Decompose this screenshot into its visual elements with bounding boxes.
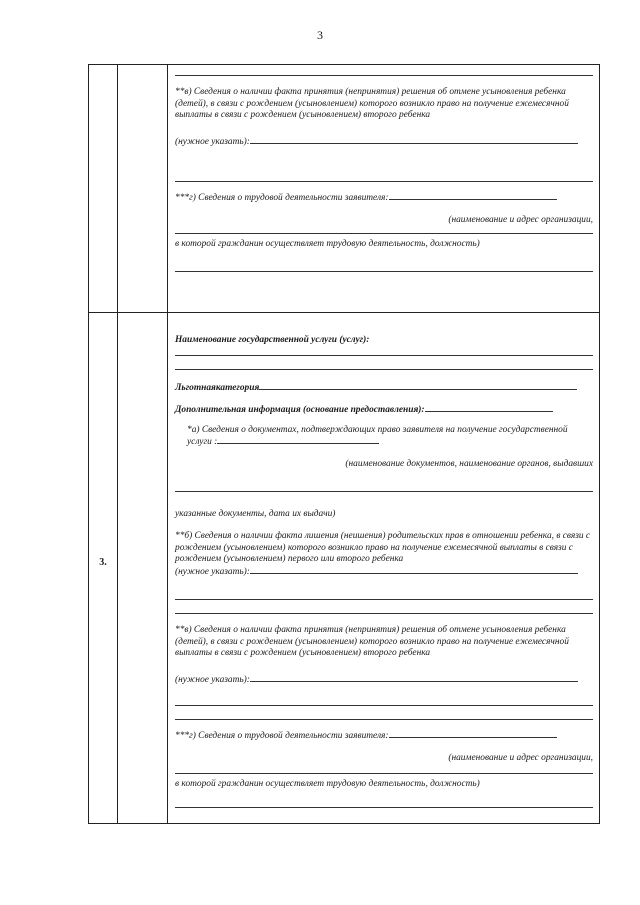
field-b-specify: (нужное указать): [175, 567, 593, 579]
field-g-hint2: в которой гражданин осуществляет трудовую деятельность, должность) [175, 239, 480, 249]
table-row-continuation [88, 64, 600, 312]
fill-line[interactable] [217, 443, 379, 444]
field-v-label-3: **в) Сведения о наличии факта принятия (непринятия) решения об отмене усыновления ребенка (детей), в связи с рождением (усыновлением) которого возникло право на получение ежемесячной выплаты в связи с рождением (усыновлением) второго ребенка [175, 625, 569, 658]
fill-line[interactable] [175, 181, 593, 182]
field-a-hint2: указанные документы, дата их выдачи) [175, 509, 336, 519]
fill-line[interactable] [175, 719, 593, 720]
fill-line[interactable] [389, 737, 557, 738]
table-row-3 [88, 312, 600, 824]
fill-line[interactable] [175, 773, 593, 774]
fill-line[interactable] [175, 369, 593, 370]
row-content-continuation [175, 65, 593, 312]
additional-field: Дополнительная информация (основание предоставления): [175, 405, 593, 417]
field-v-specify: (нужное указать): [175, 137, 593, 149]
field-g-label-3: ***г) Сведения о трудовой деятельности заявителя: [175, 731, 593, 743]
row-number: 3. [99, 557, 107, 568]
field-a-label: *а) Сведения о документах, подтверждающих право заявителя на получение государственной услуги : [187, 425, 568, 447]
field-g-hint1: (наименование и адрес организации, [448, 215, 593, 225]
page-number: 3 [317, 28, 323, 42]
fill-line[interactable] [250, 681, 578, 682]
fill-line [175, 75, 593, 76]
service-label: Наименование государственной услуги (услуг): [175, 335, 370, 345]
field-v-label: **в) Сведения о наличии факта принятия (непринятия) решения об отмене усыновления ребенка (детей), в связи с рождением (усыновлением) которого возникло право на получение ежемесячной выплаты в связи с рождением (усыновлением) второго ребенка [175, 87, 569, 120]
category-field: Льготнаякатегория [175, 383, 593, 395]
fill-line[interactable] [175, 705, 593, 706]
additional-input[interactable] [425, 411, 553, 412]
field-g-hint1-3: (наименование и адрес организации, [448, 753, 593, 763]
field-a-hint1: (наименование документов, наименование органов, выдавших [345, 459, 593, 469]
fill-line[interactable] [250, 573, 578, 574]
field-b-label: **б) Сведения о наличии факта лишения (неишения) родительских прав в отношении ребенка, в связи с рождением (усыновлением) которого возникло право на получение ежемесячной выплаты в связи с рождением (усыновлением) первого или второго ребенка [175, 531, 591, 564]
fill-line[interactable] [250, 143, 578, 144]
row-content-3 [175, 313, 593, 823]
fill-line[interactable] [389, 199, 557, 200]
fill-line[interactable] [175, 271, 593, 272]
field-g-label: ***г) Сведения о трудовой деятельности заявителя: [175, 193, 593, 205]
fill-line[interactable] [175, 807, 593, 808]
field-g-hint2-3: в которой гражданин осуществляет трудовую деятельность, должность) [175, 779, 480, 789]
fill-line[interactable] [175, 599, 593, 600]
fill-line[interactable] [175, 355, 593, 356]
fill-line[interactable] [175, 613, 593, 614]
field-v-specify-3: (нужное указать): [175, 675, 593, 687]
category-input[interactable] [259, 389, 577, 390]
fill-line[interactable] [175, 491, 593, 492]
fill-line[interactable] [175, 233, 593, 234]
